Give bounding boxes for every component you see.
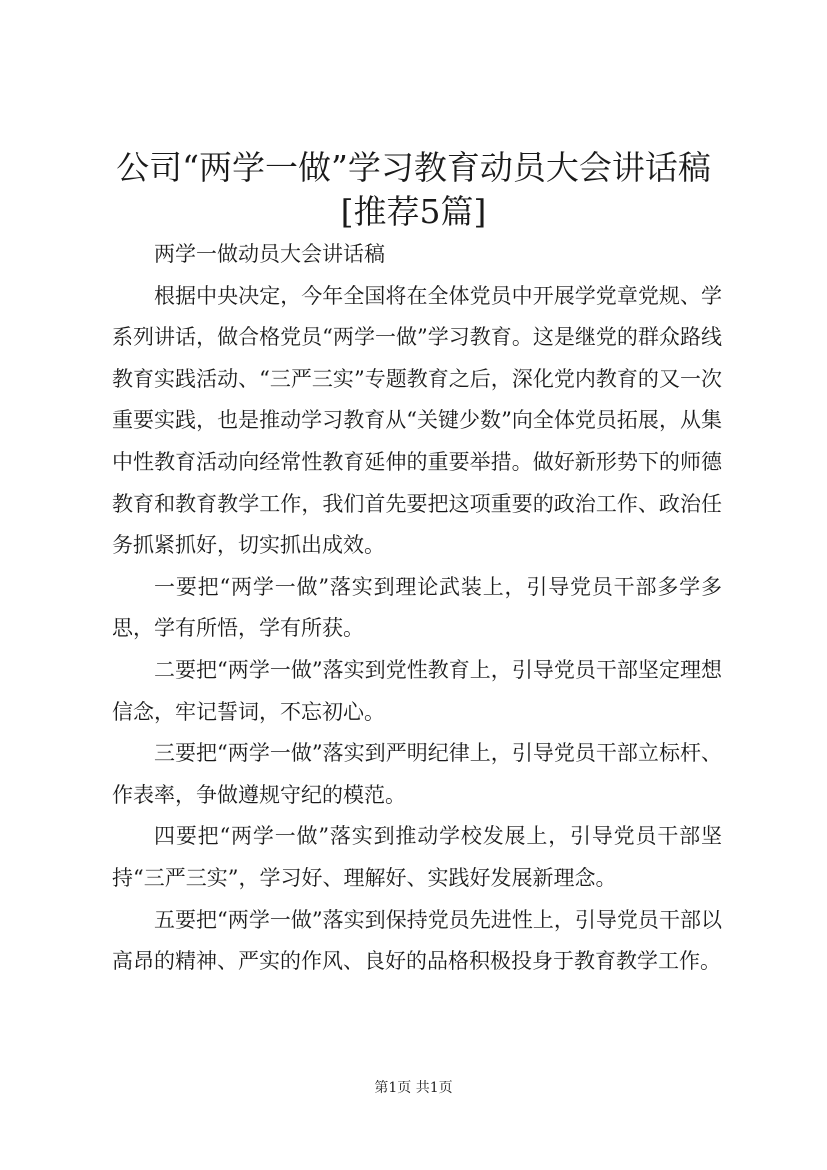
paragraph-point-2: 二要把“两学一做”落实到党性教育上，引导党员干部坚定理想信念，牢记誓词，不忘初心。 xyxy=(112,657,722,724)
document-body xyxy=(112,234,722,983)
paragraph-subtitle: 两学一做动员大会讲话稿 xyxy=(154,242,385,266)
paragraph-intro: 根据中央决定，今年全国将在全体党员中开展学党章党规、学系列讲话，做合格党员“两学一做”学习教育。这是继党的群众路线教育实践活动、“三严三实”专题教育之后，深化党内教育的又一次重要实践，也是推动学习教育从“关键少数”向全体党员拓展，从集中性教育活动向经常性教育延伸的重要举措。做好新形势下的师德教育和教育教学工作，我们首先要把这项重要的政治工作、政治任务抓紧抓好，切实抓出成效。 xyxy=(112,283,722,558)
paragraph-point-1: 一要把“两学一做”落实到理论武装上，引导党员干部多学多思，学有所悟，学有所获。 xyxy=(112,574,722,641)
paragraph-point-5: 五要把“两学一做”落实到保持党员先进性上，引导党员干部以高昂的精神、严实的作风、良好的品格积极投身于教育教学工作。 xyxy=(112,907,722,974)
page-number-footer: 第1页 共1页 xyxy=(374,1080,453,1096)
document-title-suffix: [推荐5篇] xyxy=(340,192,487,231)
paragraph-point-3: 三要把“两学一做”落实到严明纪律上，引导党员干部立标杆、作表率，争做遵规守纪的模范。 xyxy=(112,741,722,807)
document-title: 公司“两学一做”学习教育动员大会讲话稿 xyxy=(116,148,711,187)
paragraph-point-4: 四要把“两学一做”落实到推动学校发展上，引导党员干部坚持“三严三实”，学习好、理解好、实践好发展新理念。 xyxy=(112,824,722,890)
